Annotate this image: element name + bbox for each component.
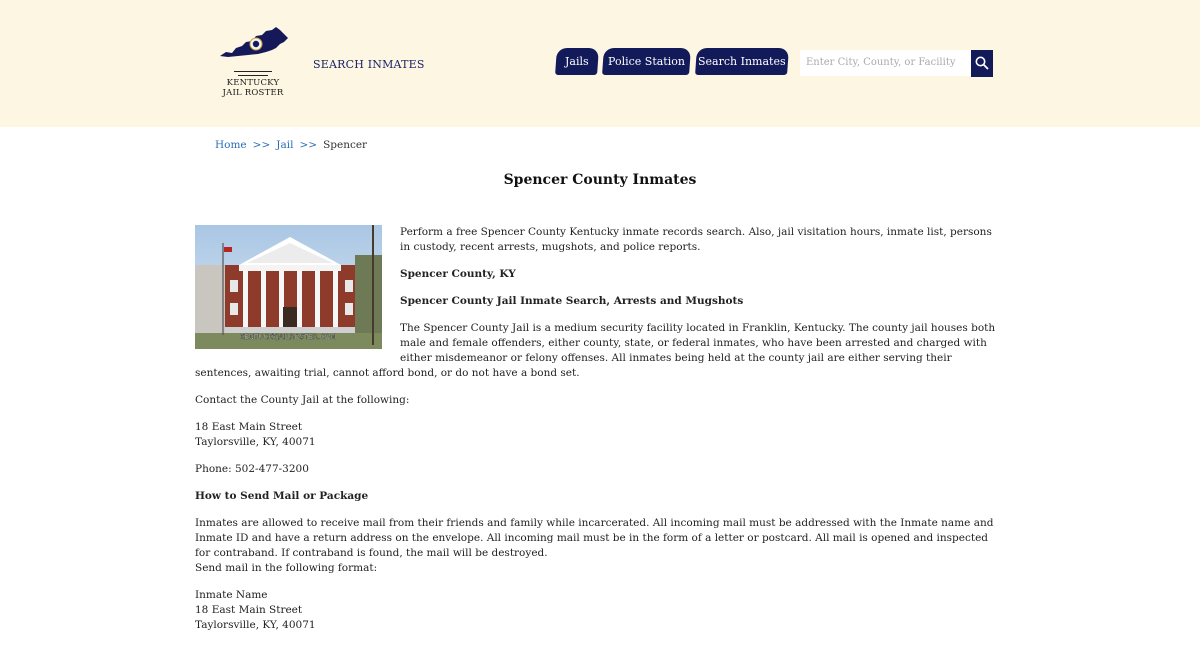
courthouse-image bbox=[195, 225, 382, 349]
intro-text: Perform a free Spencer County Kentucky inmate records search. Also, jail visitation hours, inmate list, persons in custody, recent arrests, mugshots, and police reports. bbox=[400, 226, 992, 253]
county-heading: Spencer County, KY bbox=[400, 268, 516, 280]
site-logo[interactable] bbox=[214, 26, 292, 102]
jail-description: The Spencer County Jail is a medium security facility located in Franklin, Kentucky. The county jail houses both male and female offenders, either county, state, or federal inmates, who have been arrested and charged with either misdemeanor or felony offenses. All inmates being held at the county jail are either serving their sentences, awaiting trial, cannot afford bond, or do not have a bond set. bbox=[195, 322, 996, 379]
jail-address bbox=[195, 420, 1005, 450]
search-icon bbox=[975, 56, 989, 70]
page-title: Spencer County Inmates bbox=[503, 172, 697, 188]
contact-intro: Contact the County Jail at the following: bbox=[195, 394, 410, 406]
logo-divider bbox=[234, 71, 272, 72]
address-line-1: 18 East Main Street bbox=[195, 421, 303, 433]
nav-search-inmates-label: Search Inmates bbox=[698, 55, 786, 68]
mail-address-line-2: Taylorsville, KY, 40071 bbox=[195, 619, 316, 631]
logo-line-1: KENTUCKY bbox=[226, 78, 280, 88]
address-line-2: Taylorsville, KY, 40071 bbox=[195, 436, 316, 448]
breadcrumb-home[interactable]: Home bbox=[215, 139, 247, 151]
breadcrumb bbox=[215, 138, 367, 153]
mail-address-line-1: 18 East Main Street bbox=[195, 604, 303, 616]
mail-heading: How to Send Mail or Package bbox=[195, 490, 369, 502]
logo-line-2: JAIL ROSTER bbox=[222, 88, 284, 98]
site-header bbox=[0, 0, 1200, 127]
main-content bbox=[195, 225, 1005, 645]
kentucky-map-icon bbox=[218, 26, 290, 66]
breadcrumb-separator: >> bbox=[299, 139, 318, 151]
courthouse-photo bbox=[195, 225, 382, 349]
nav-search-inmates-button[interactable] bbox=[695, 48, 789, 75]
mail-name: Inmate Name bbox=[195, 589, 268, 601]
search-button[interactable] bbox=[971, 50, 993, 77]
nav-jails-button[interactable] bbox=[555, 48, 599, 75]
jail-phone: Phone: 502-477-3200 bbox=[195, 463, 309, 475]
search-heading: Spencer County Jail Inmate Search, Arrests and Mugshots bbox=[400, 295, 744, 307]
search-input[interactable]: Enter City, County, or Facility bbox=[800, 50, 971, 76]
nav-police-station-button[interactable] bbox=[602, 48, 691, 75]
nav-police-station-label: Police Station bbox=[608, 55, 685, 68]
breadcrumb-jail[interactable]: Jail bbox=[276, 139, 294, 151]
mail-format-intro: Send mail in the following format: bbox=[195, 562, 378, 574]
search-inmates-link[interactable]: SEARCH INMATES bbox=[313, 58, 425, 71]
mail-format-address bbox=[195, 588, 1005, 633]
logo-divider bbox=[238, 75, 268, 76]
mail-text: Inmates are allowed to receive mail from their friends and family while incarcerated. All incoming mail must be addressed with the Inmate name and Inmate ID and have a return address on the envelope. All incoming mail must be in the form of a letter or postcard. All mail is opened and inspected for contraband. If contraband is found, the mail will be destroyed. bbox=[195, 517, 994, 559]
breadcrumb-separator: >> bbox=[252, 139, 271, 151]
photo-watermark: KENTUCKYJAILROSTER.COM bbox=[239, 333, 337, 341]
mail-instructions bbox=[195, 516, 1005, 576]
nav-jails-label: Jails bbox=[565, 55, 589, 68]
breadcrumb-current: Spencer bbox=[323, 139, 368, 151]
logo-text bbox=[214, 78, 292, 98]
